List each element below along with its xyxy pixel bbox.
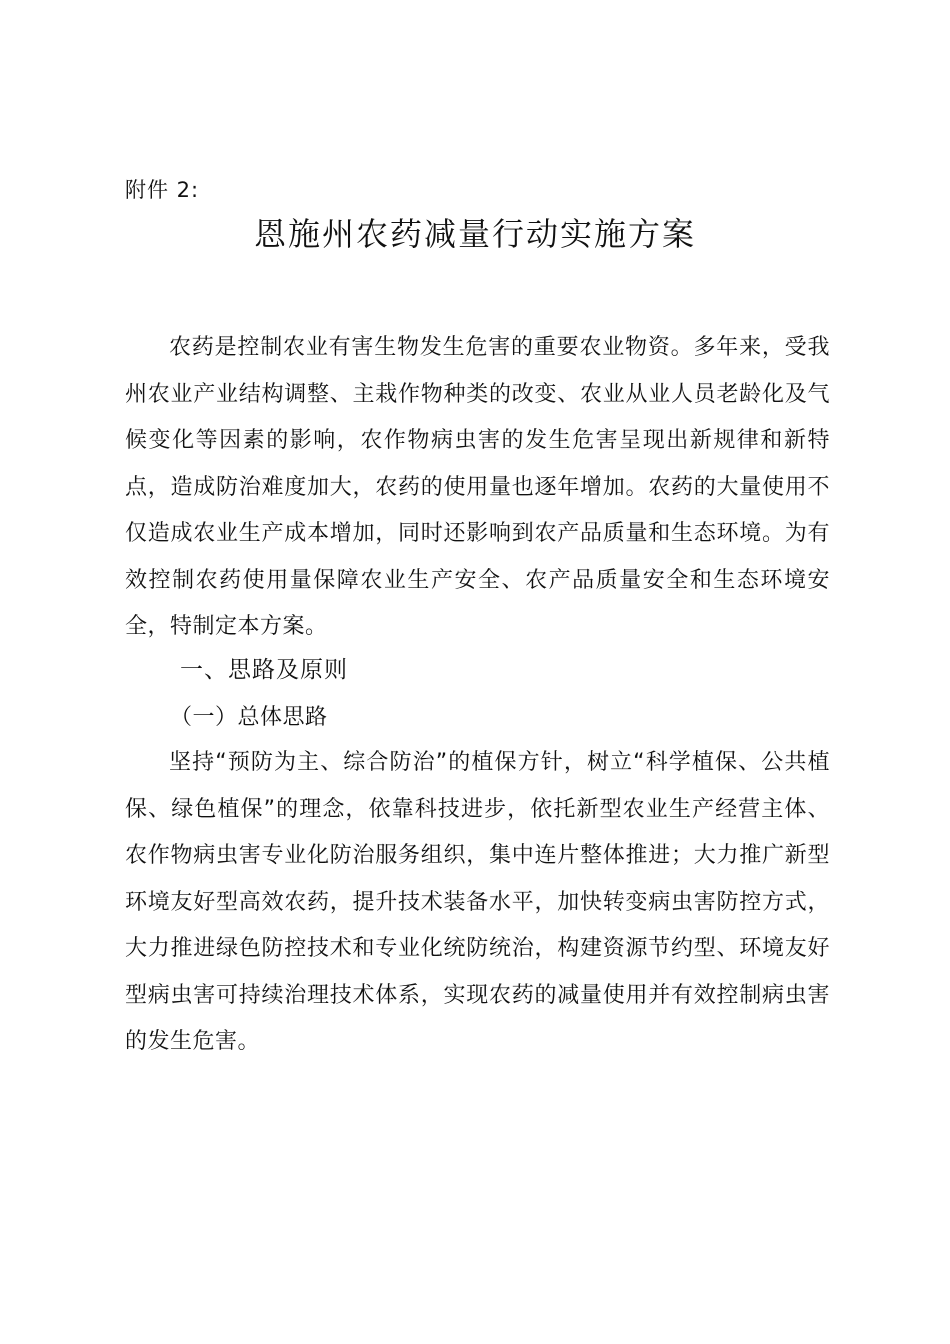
section-heading-1: 一、思路及原则	[180, 657, 348, 683]
intro-paragraph: 农药是控制农业有害生物发生危害的重要农业物资。多年来，受我州农业产业结构调整、主栽作物种类的改变、农业从业人员老龄化及气候变化等因素的影响，农作物病虫害的发生危害呈现出新规律和新特点，造成防治难度加大，农药的使用量也逐年增加。农药的大量使用不仅造成农业生产成本增加，同时还影响到农产品质量和生态环境。为有效控制农药使用量保障农业生产安全、农产品质量安全和生态环境安全，特制定本方案。	[125, 335, 830, 639]
attachment-label: 附件 2:	[125, 178, 200, 202]
document-title: 恩施州农药减量行动实施方案	[253, 215, 696, 253]
subsection-heading-1: （一）总体思路	[170, 705, 328, 730]
subsection-paragraph-1: 坚持“预防为主、综合防治”的植保方针，树立“科学植保、公共植保、绿色植保”的理念，依靠科技进步，依托新型农业生产经营主体、农作物病虫害专业化防治服务组织，集中连片整体推进；大力推广新型环境友好型高效农药，提升技术装备水平，加快转变病虫害防控方式，大力推进绿色防控技术和专业化统防统治，构建资源节约型、环境友好型病虫害可持续治理技术体系，实现农药的减量使用并有效控制病虫害的发生危害。	[125, 750, 830, 1054]
